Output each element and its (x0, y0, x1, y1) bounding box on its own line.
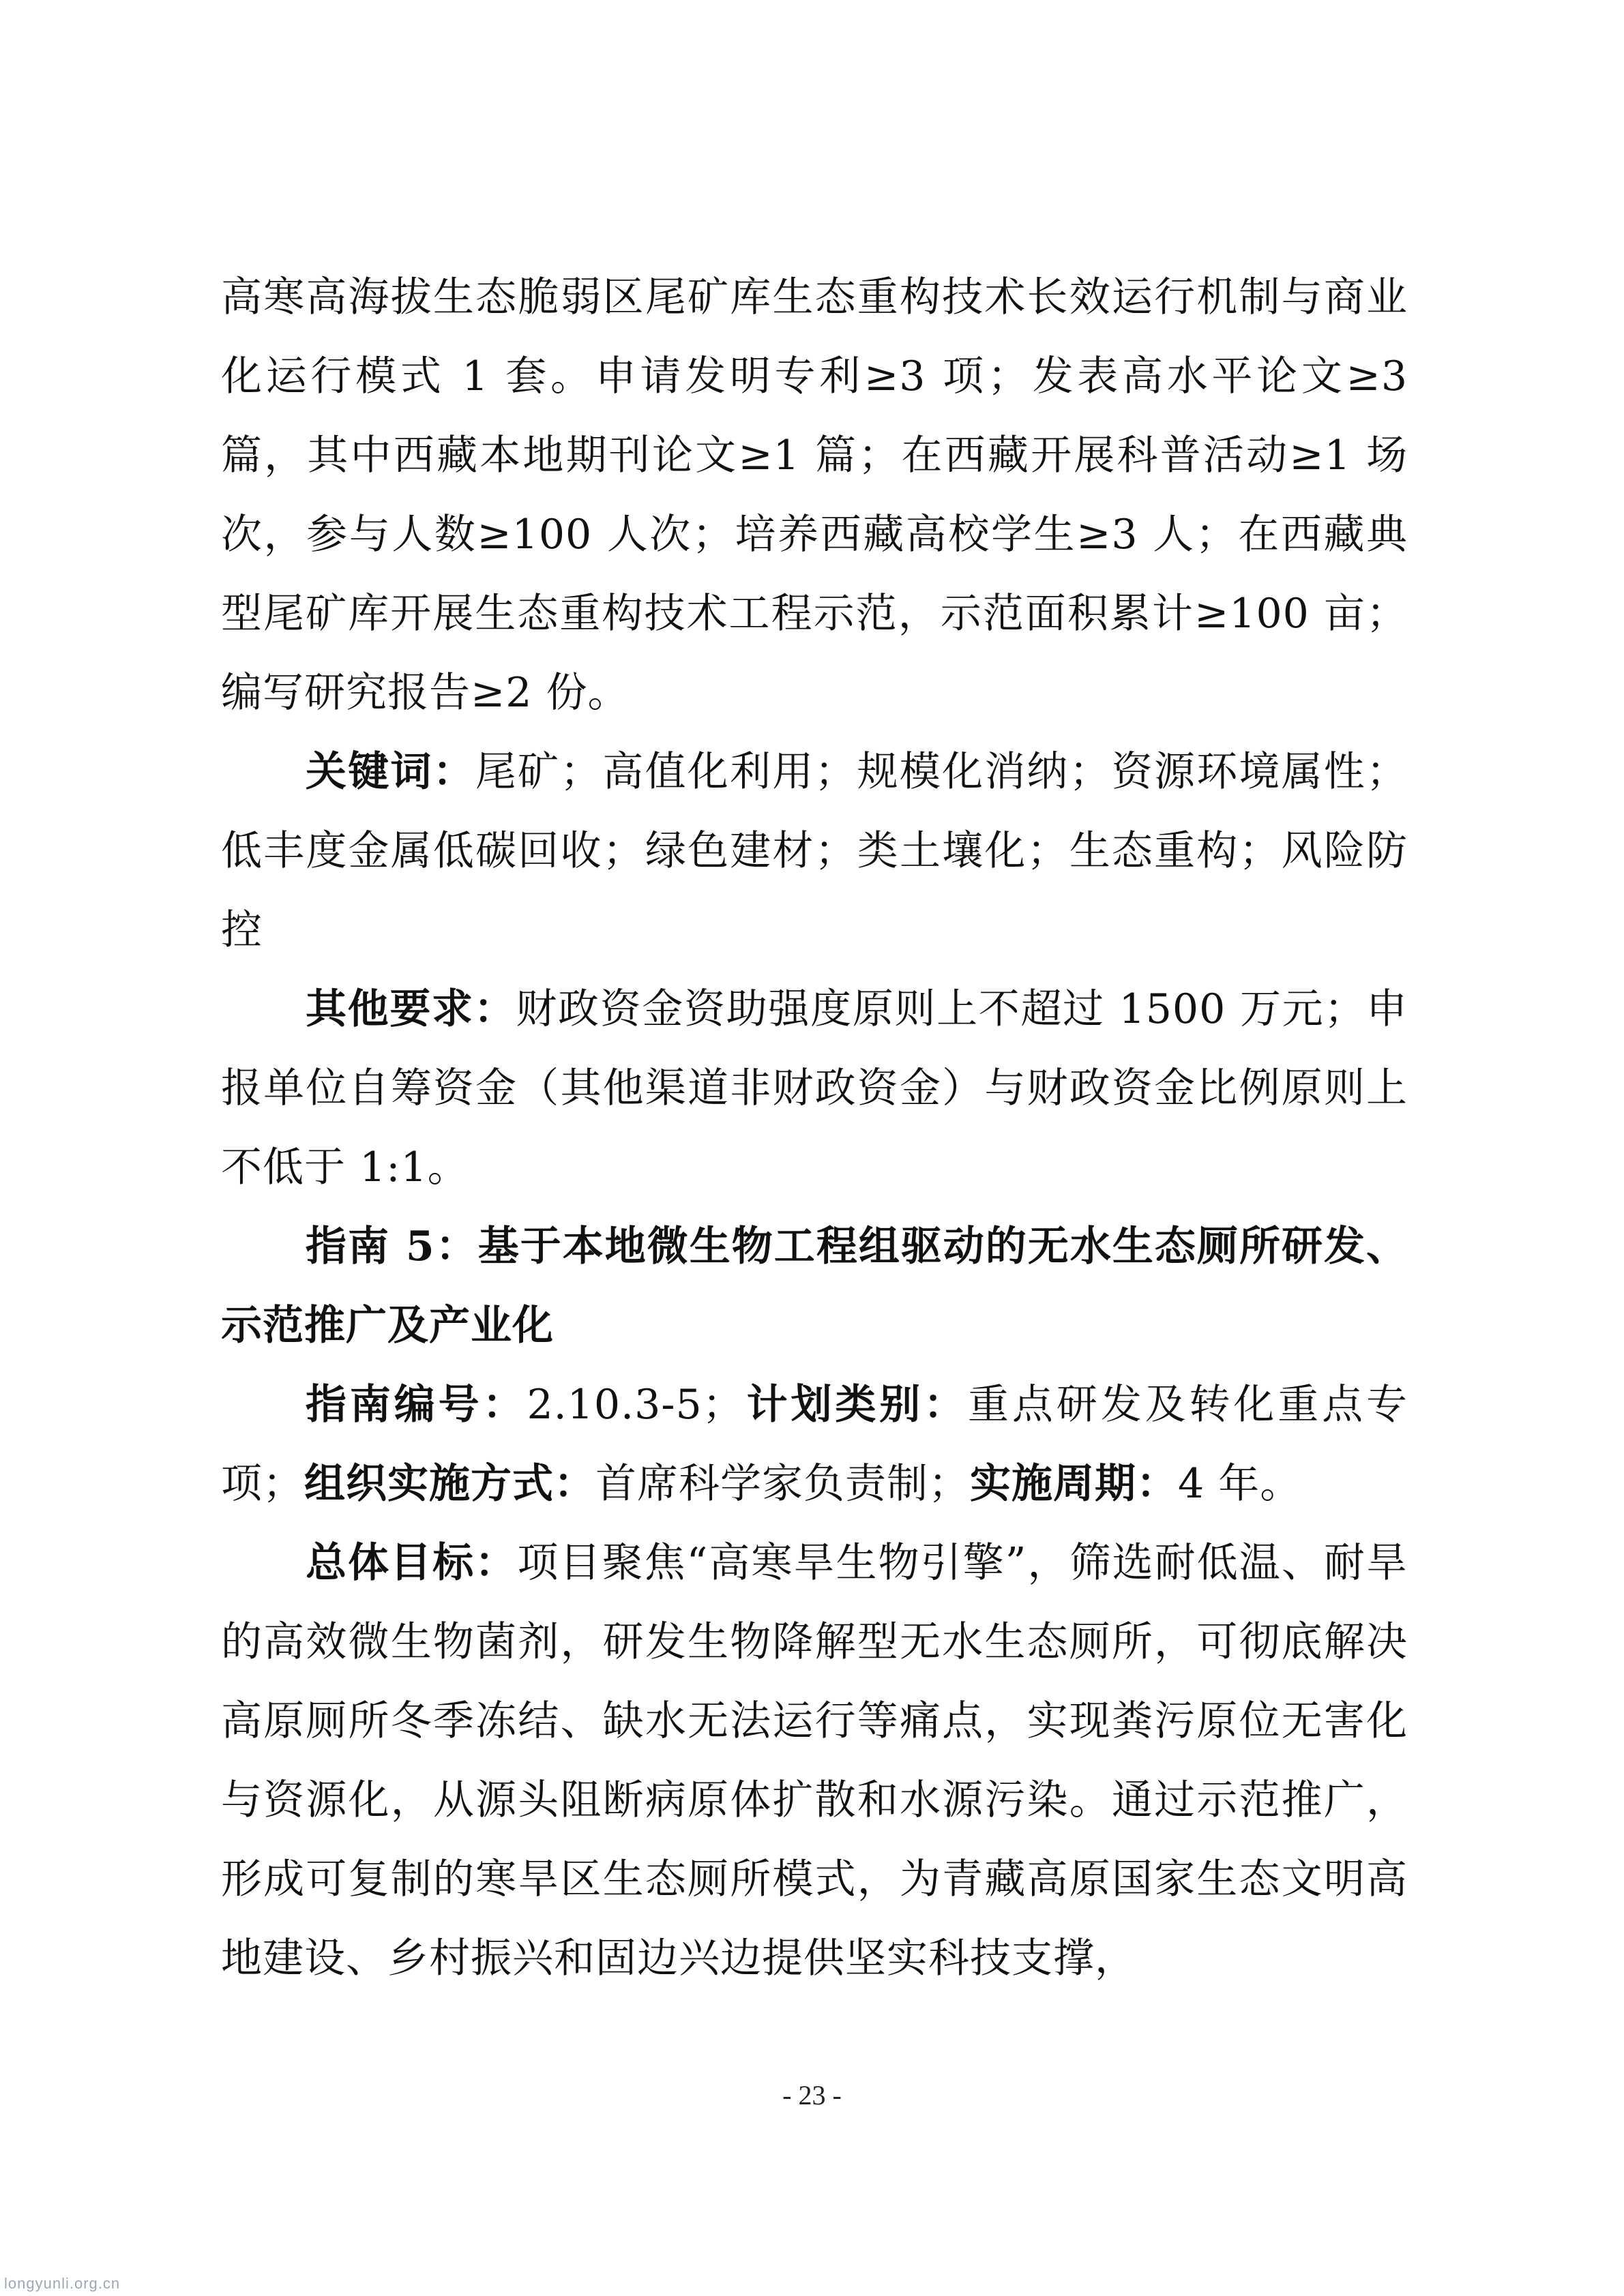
keywords-label: 关键词： (306, 748, 475, 796)
guide-code-value: 2.10.3-5； (527, 1381, 744, 1429)
guide-heading: 指南 5：基于本地微生物工程组驱动的无水生态厕所研发、示范推广及产业化 (221, 1223, 1408, 1350)
plan-category-label: 计划类别： (743, 1381, 969, 1429)
paragraph-other-requirements (221, 970, 1408, 1207)
paragraph-guide-info (221, 1365, 1408, 1523)
page-number: - 23 - (782, 2080, 842, 2111)
other-requirements-text: 财政资金资助强度原则上不超过 1500 万元；申报单位自筹资金（其他渠道非财政资金）与财政资金比例原则上不低于 1:1。 (221, 985, 1408, 1191)
site-watermark: longyunli.org.cn (4, 2275, 121, 2292)
implementation-method-label: 组织实施方式： (304, 1460, 595, 1508)
paragraph-outcomes (221, 258, 1408, 732)
document-body (221, 258, 1408, 1998)
implementation-period-label: 实施周期： (970, 1460, 1178, 1508)
paragraph-outcomes-text: 高寒高海拔生态脆弱区尾矿库生态重构技术长效运行机制与商业化运行模式 1 套。申请发明专利≥3 项；发表高水平论文≥3 篇，其中西藏本地期刊论文≥1 篇；在西藏开展科普活动≥1 场次，参与人数≥100 人次；培养西藏高校学生≥3 人；在西藏典型尾矿库开展生态重构技术工程示范，示范面积累计≥100 亩；编写研究报告≥2 份。 (221, 273, 1408, 717)
overall-goal-label: 总体目标： (306, 1539, 518, 1587)
keywords-text: 尾矿；高值化利用；规模化消纳；资源环境属性；低丰度金属低碳回收；绿色建材；类土壤化；生态重构；风险防控 (221, 748, 1408, 954)
other-requirements-label: 其他要求： (306, 985, 516, 1033)
implementation-period-value: 4 年。 (1178, 1460, 1302, 1508)
paragraph-keywords (221, 732, 1408, 970)
plan-category-value: 重点研发及转化重点专项； (221, 1381, 1408, 1508)
paragraph-overall-goal (221, 1523, 1408, 1998)
overall-goal-text: 项目聚焦“高寒旱生物引擎”，筛选耐低温、耐旱的高效微生物菌剂，研发生物降解型无水生态厕所，可彻底解决高原厕所冬季冻结、缺水无法运行等痛点，实现粪污原位无害化与资源化，从源头阻断病原体扩散和水源污染。通过示范推广，形成可复制的寒旱区生态厕所模式，为青藏高原国家生态文明高地建设、乡村振兴和固边兴边提供坚实科技支撑， (221, 1539, 1408, 1982)
guide-code-label: 指南编号： (306, 1381, 527, 1429)
implementation-method-value: 首席科学家负责制； (595, 1460, 970, 1508)
